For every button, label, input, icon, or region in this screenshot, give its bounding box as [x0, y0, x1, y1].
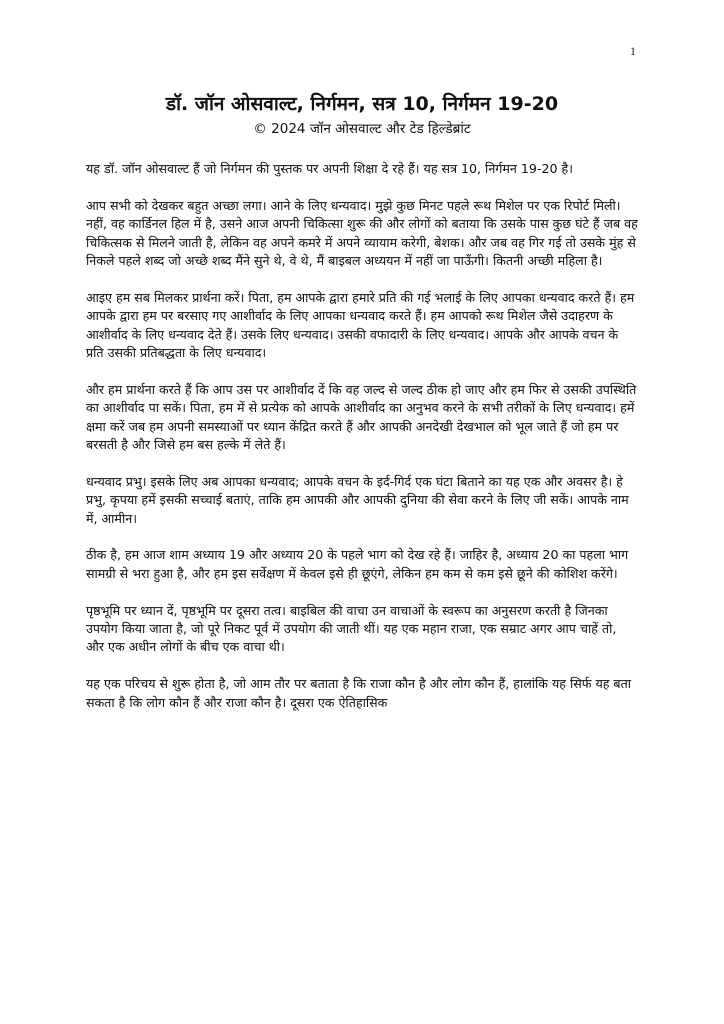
paragraph: ठीक है, हम आज शाम अध्याय 19 और अध्याय 20 के पहले भाग को देख रहे हैं। जाहिर है, अध्याय 20 का पहला भाग सामग्री से भरा हुआ है, और हम इस सर्वेक्षण में केवल इसे ही छूएंगे, लेकिन हम कम से कम इसे छूने की कोशिश करेंगे। [86, 547, 629, 581]
paragraph: आइए हम सब मिलकर प्रार्थना करें। पिता, हम आपके द्वारा हमारे प्रति की गई भलाई के लिए आपका धन्यवाद करते हैं। हम आपके द्वारा हम पर बरसाए गए आशीर्वाद के लिए आपका धन्यवाद करते हैं। हम आपको रूथ मिशेल जैसे उदाहरण के आशीर्वाद के लिए धन्यवाद देते हैं। उसके लिए धन्यवाद। उसकी वफादारी के लिए धन्यवाद। आपके और आपके वचन के प्रति उसकी प्रतिबद्धता के लिए धन्यवाद। [86, 289, 635, 361]
paragraph: यह डॉ. जॉन ओसवाल्ट हैं जो निर्गमन की पुस्तक पर अपनी शिक्षा दे रहे हैं। यह सत्र 10, निर्गमन 19-20 है। [86, 161, 573, 176]
paragraph: यह एक परिचय से शुरू होता है, जो आम तौर पर बताता है कि राजा कौन है और लोग कौन हैं, हालांकि यह सिर्फ यह बता सकता है कि लोग कौन हैं और राजा कौन है। दूसरा एक ऐतिहासिक [86, 676, 632, 710]
page-number: 1 [630, 44, 636, 58]
paragraph: आप सभी को देखकर बहुत अच्छा लगा। आने के लिए धन्यवाद। मुझे कुछ मिनट पहले रूथ मिशेल पर एक रिपोर्ट मिली। नहीं, वह कार्डिनल हिल में है, उसने आज अपनी चिकित्सा शुरू की और लोगों को बताया कि उसके पास कुछ घंटे हैं जब वह चिकित्सक से मिलने जाती है, लेकिन वह अपने कमरे में अपने व्यायाम करेगी, बेशक। और जब वह गिर गई तो उसके मुंह से निकले पहले शब्द जो अच्छे शब्द मैंने सुने थे, वे थे, मैं बाइबल अध्ययन में नहीं जा पाऊँगी। कितनी अच्छी महिला है। [86, 197, 638, 269]
paragraph: और हम प्रार्थना करते हैं कि आप उस पर आशीर्वाद दें कि वह जल्द से जल्द ठीक हो जाए और हम फिर से उसकी उपस्थिति का आशीर्वाद पा सकें। पिता, हम में से प्रत्येक को आपके आशीर्वाद का अनुभव करने के सभी तरीकों के लिए धन्यवाद। हमें क्षमा करें जब हम अपनी समस्याओं पर ध्यान केंद्रित करते हैं और आपकी अनदेखी देखभाल को भूल जाते हैं जो हम पर बरसती है और जिसे हम बस हल्के में लेते हैं। [86, 381, 637, 453]
document-body [86, 160, 638, 730]
paragraph: धन्यवाद प्रभु। इसके लिए अब आपका धन्यवाद; आपके वचन के इर्द-गिर्द एक घंटा बिताने का यह एक और अवसर है। हे प्रभु, कृपया हमें इसकी सच्चाई बताएं, ताकि हम आपकी और आपकी दुनिया की सेवा करने के लिए जी सकें। आपके नाम में, आमीन। [86, 473, 629, 526]
copyright-line: © 2024 जॉन ओसवाल्ट और टेड हिल्डेब्रांट [253, 121, 471, 137]
document-title: डॉ. जॉन ओसवाल्ट, निर्गमन, सत्र 10, निर्गमन 19-20 [165, 93, 559, 115]
paragraph: पृष्ठभूमि पर ध्यान दें, पृष्ठभूमि पर दूसरा तत्व। बाइबिल की वाचा उन वाचाओं के स्वरूप का अनुसरण करती है जिनका उपयोग किया जाता है, जो पूरे निकट पूर्व में उपयोग की जाती थीं। यह एक महान राजा, एक सम्राट अगर आप चाहें तो, और एक अधीन लोगों के बीच एक वाचा थी। [86, 602, 617, 655]
